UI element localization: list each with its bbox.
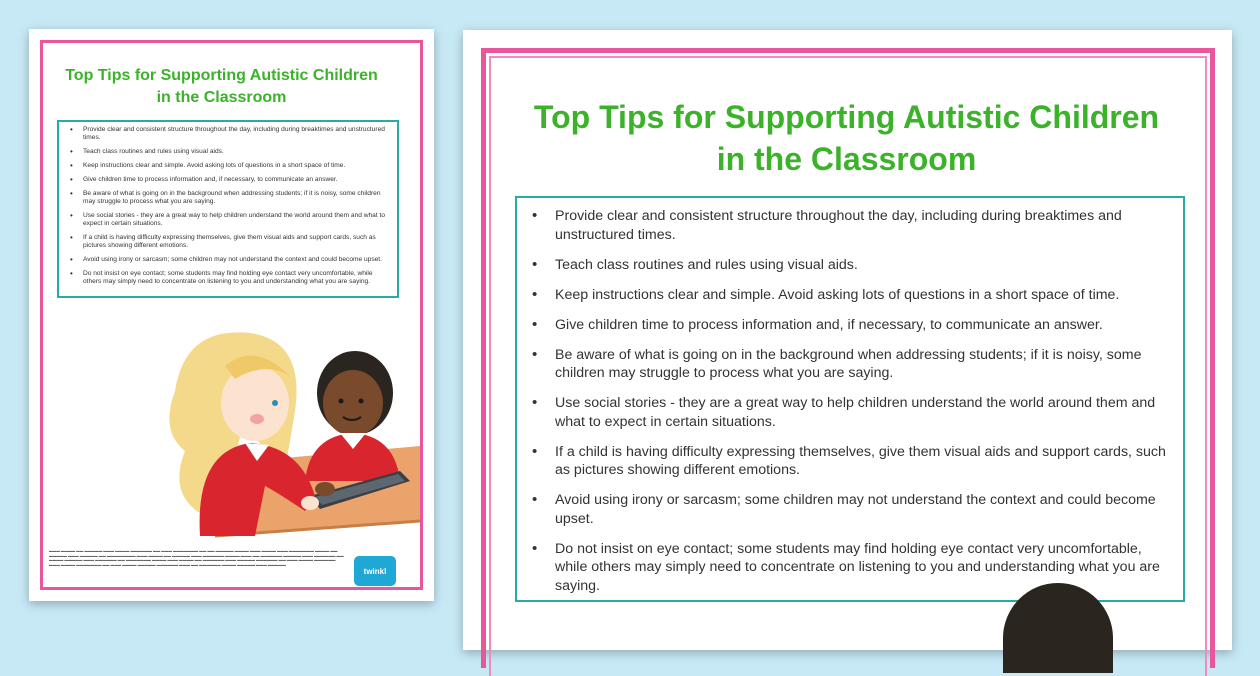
disclaimer-text: ▬▬▬ ▬▬▬▬ ▬▬ ▬▬▬▬▬ ▬▬▬ ▬▬▬▬ ▬▬▬▬▬▬ ▬▬ ▬▬▬ ▬▬▬▬▬▬▬ ▬▬ ▬▬ ▬▬▬▬▬ ▬▬▬▬ ▬▬▬ ▬▬▬▬ ▬▬▬ ▬▬▬▬▬▬▬ ▬▬▬▬ ▬▬ ▬▬▬▬▬ ▬▬▬ ▬▬▬▬▬ ▬▬ ▬▬▬▬▬▬▬▬ ▬▬▬ ▬▬▬▬ ▬▬ ▬▬▬▬▬ ▬▬▬ ▬▬▬▬▬▬ ▬▬▬▬ ▬▬▬ ▬▬ ▬▬▬▬▬▬ ▬▬▬▬▬ ▬▬▬ ▬▬▬▬▬▬ ▬▬ ▬▬▬▬ ▬▬▬▬▬ ▬▬▬ ▬▬▬▬▬▬ ▬▬ ▬▬▬▬▬▬▬ ▬▬▬▬ ▬▬▬ ▬▬▬▬ ▬▬ ▬▬▬▬▬▬ ▬▬▬ ▬▬▬▬▬ ▬▬▬▬▬▬ ▬▬ ▬▬▬ ▬▬▬▬ ▬▬▬▬▬▬ ▬▬▬ ▬▬▬▬ ▬▬▬▬▬▬▬ ▬▬ ▬▬▬ ▬▬▬▬ ▬▬▬▬▬ ▬▬▬▬▬▬ ▬▬▬ ▬▬ ▬▬▬▬▬▬ ▬▬▬▬ ▬▬▬▬▬ ▬▬▬ ▬▬▬▬▬: [49, 549, 344, 567]
tip-item: • Teach class routines and rules using visual aids.: [83, 148, 389, 156]
tips-box: [57, 120, 399, 298]
tips-box: [515, 196, 1185, 602]
tip-item: • Provide clear and consistent structure throughout the day, including during breaktimes and unstructured times.: [555, 207, 1167, 244]
tip-item: • Use social stories - they are a great way to help children understand the world around them and what to expect in certain situations.: [83, 212, 389, 228]
tip-item: • Give children time to process information and, if necessary, to communicate an answer.: [83, 176, 389, 184]
tip-item: • Keep instructions clear and simple. Avoid asking lots of questions in a short space of time.: [555, 286, 1167, 305]
twinkl-logo: twinkl: [354, 556, 396, 586]
tip-item: • Do not insist on eye contact; some students may find holding eye contact very uncomfortable, while others may simply need to concentrate on listening to you and understanding what you are saying.: [555, 540, 1167, 596]
tip-item: • Teach class routines and rules using visual aids.: [555, 256, 1167, 275]
poster-title: [513, 96, 1180, 180]
title-line-1: Top Tips for Supporting Autistic Children: [65, 67, 378, 84]
tip-item: • Avoid using irony or sarcasm; some children may not understand the context and could become upset.: [83, 256, 389, 264]
poster-preview-large[interactable]: [463, 30, 1232, 650]
tip-item: • Avoid using irony or sarcasm; some children may not understand the context and could become upset.: [555, 491, 1167, 528]
title-line-2: in the Classroom: [156, 89, 287, 106]
children-with-tablet-illustration: [155, 321, 420, 541]
tip-item: • Be aware of what is going on in the background when addressing students; if it is noisy, some children may struggle to process what you are saying.: [555, 346, 1167, 383]
tip-item: • Give children time to process information and, if necessary, to communicate an answer.: [555, 316, 1167, 335]
tip-item: • Keep instructions clear and simple. Avoid asking lots of questions in a short space of time.: [83, 162, 389, 170]
title-line-1: Top Tips for Supporting Autistic Children: [533, 99, 1160, 135]
poster-title: [49, 65, 394, 109]
tip-item: • Provide clear and consistent structure throughout the day, including during breaktimes and unstructured times.: [83, 126, 389, 142]
tip-item: • Use social stories - they are a great way to help children understand the world around them and what to expect in certain situations.: [555, 394, 1167, 431]
tip-item: • If a child is having difficulty expressing themselves, give them visual aids and support cards, such as pictures showing different emotions.: [555, 443, 1167, 480]
tip-item: • Be aware of what is going on in the background when addressing students; if it is noisy, some children may struggle to process what you are saying.: [83, 190, 389, 206]
poster-preview-small[interactable]: [29, 29, 434, 601]
tip-item: • Do not insist on eye contact; some students may find holding eye contact very uncomfortable, while others may simply need to concentrate on listening to you and understanding what you are saying.: [83, 270, 389, 286]
tip-item: • If a child is having difficulty expressing themselves, give them visual aids and support cards, such as pictures showing different emotions.: [83, 234, 389, 250]
title-line-2: in the Classroom: [716, 141, 977, 177]
